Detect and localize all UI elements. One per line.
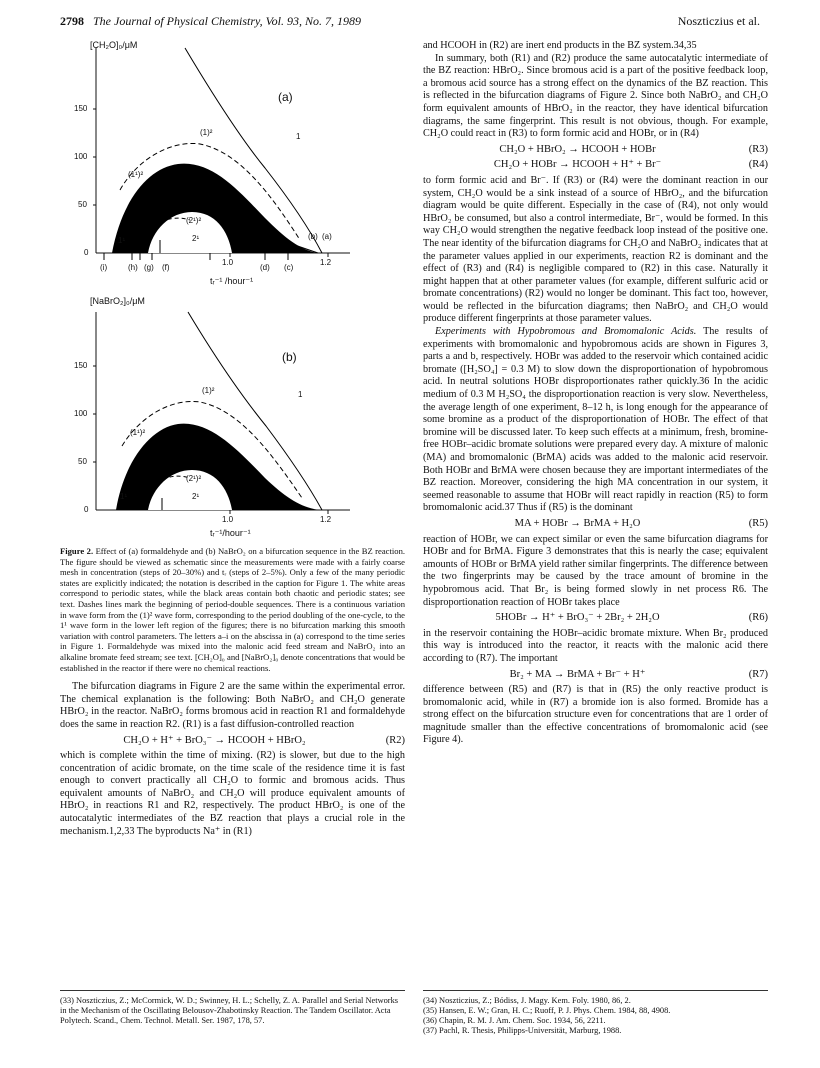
panel-a-letter-b: (b) bbox=[308, 232, 318, 241]
footnotes-right bbox=[423, 996, 768, 1036]
equation-r4-expression: CH₂O + HOBr → HCOOH + H⁺ + Br⁻ bbox=[493, 159, 662, 171]
panel-a-letter-a: (a) bbox=[322, 232, 332, 241]
left-paragraph-2: which is complete within the time of mixing. (R2) is slower, but due to the high concentration of acidic bromate, on the time scale of the residence time it is fast enough to convert practically all CH₂O to formic and bromous acids. Thus equivalent amounts of NaBrO₂ and CH₂O will produce equivalent amounts of HBrO₂ in reactions R1 and R2, respectively. The product HBrO₂ is one of the autocatalytic intermediates of the BZ reaction that plays a crucial role in the mechanism.1,2,33 The byproducts Na⁺ in (R1) bbox=[60, 750, 405, 837]
footnote-35: (35) Hansen, E. W.; Gran, H. C.; Ruoff, P. J. Phys. Chem. 1984, 88, 4908. bbox=[423, 1006, 671, 1015]
footnote-34: (34) Noszticzius, Z.; Bódiss, J. Magy. Kem. Foly. 1980, 86, 2. bbox=[423, 996, 631, 1005]
panel-a-ytick-100: 100 bbox=[74, 152, 88, 161]
footnote-rule-right bbox=[423, 990, 768, 991]
footnote-33: (33) Noszticzius, Z.; McCormick, W. D.; Swinney, H. L.; Schelly, Z. A. Parallel and Serial Networks in the Mechanism of the Oscillating Belousov-Zhabotinsky Reaction. The Tandem Oscillator. Acta Polytech. Scand., Chem. Technol. Metall. Ser. 1987, 178, 57. bbox=[60, 996, 399, 1025]
panel-a-plot bbox=[60, 40, 405, 290]
equation-r5-number: (R5) bbox=[748, 517, 768, 529]
section-heading-hypobromous: Experiments with Hypobromous and Bromomalonic Acids. bbox=[435, 326, 697, 338]
panel-b-ytick-50: 50 bbox=[78, 457, 87, 466]
footnote-37: (37) Pachl, R. Thesis, Philipps-Universität, Marburg, 1988. bbox=[423, 1026, 622, 1035]
panel-a-letter-i: (i) bbox=[100, 263, 108, 272]
page-number: 2798 bbox=[60, 14, 84, 28]
caption-label: Figure 2. bbox=[60, 546, 94, 556]
panel-a-ylabel: [CH₂O]₀/μM bbox=[90, 40, 138, 50]
panel-a-region-1: 1 bbox=[296, 132, 301, 141]
footnote-36: (36) Chapin, R. M. J. Am. Chem. Soc. 1934, 56, 2211. bbox=[423, 1016, 606, 1025]
panel-b-xtick-1.2: 1.2 bbox=[320, 515, 332, 524]
equation-r4-number: (R4) bbox=[748, 159, 768, 171]
running-header-authors: Noszticzius et al. bbox=[677, 14, 760, 28]
panel-a-region-2-1sq: (2¹)² bbox=[186, 216, 202, 225]
footnotes-left bbox=[60, 996, 405, 1026]
equation-r3-number: (R3) bbox=[748, 143, 768, 155]
panel-b-ytick-100: 100 bbox=[74, 409, 88, 418]
panel-b-xlabel: tᵣ⁻¹/hour⁻¹ bbox=[210, 528, 251, 538]
right-paragraph-3: to form formic acid and Br⁻. If (R3) or (R4) were the dominant reaction in our system, CH₂O would be a sink instead of a source of HBrO₂, and the bifurcation diagram would be quite different. Especially in the case of (R4), not only would HBrO₂ be consumed, but also a control intermediate, Br⁻, would be formed. In this way CH₂O would strengthen the negative feedback loop instead of the positive one. The near identity of the bifurcation diagrams for CH₂O and NaBrO₂ indicates that at the parameter values applied in our experiments, reaction R2 is dominant and the effect of (R3) and (R4) is negligible compared to (R2) in this case. Naturally it might happen that at other parameter values (for example, different sulfuric acid or bromate concentrations) (R2) would no longer be dominant. This fact too, however, would be reflected in the bifurcation diagrams; then NaBrO₂ and CH₂O would produce different fingerprints at those parameter values. bbox=[423, 174, 768, 325]
panel-a-letter-c: (c) bbox=[284, 263, 294, 272]
running-header-left bbox=[60, 14, 361, 29]
panel-a-letter-h: (h) bbox=[128, 263, 138, 272]
panel-b-region-1sq: (1)² bbox=[202, 386, 215, 395]
panel-a-ytick-150: 150 bbox=[74, 104, 88, 113]
equation-r6 bbox=[423, 612, 768, 625]
panel-a-letter-g: (g) bbox=[144, 263, 154, 272]
left-column bbox=[60, 40, 405, 838]
panel-b-label: (b) bbox=[282, 350, 297, 364]
equation-r2 bbox=[60, 735, 405, 748]
right-paragraph-5: reaction of HOBr, we can expect similar or even the same bifurcation diagrams for HOBr and for BrMA. Figure 3 demonstrates that this is nearly the case; equivalent amounts of HOBr or BrMA yield rather similar fingerprints. The difference between the two fingerprints may be caused by the trace amount of bromine in the hypobromous acid. That Br₂ is being formed slowly in net process R6. The disproportionation reaction of HOBr takes place bbox=[423, 533, 768, 608]
panel-a-xtick-1.2: 1.2 bbox=[320, 258, 332, 267]
equation-r3-expression: CH₂O + HBrO₂ → HCOOH + HOBr bbox=[499, 143, 656, 155]
panel-a-letter-e: (e) bbox=[206, 238, 216, 247]
panel-b-region-2-1: 2¹ bbox=[192, 492, 200, 501]
panel-a-region-1-1: 1¹ bbox=[118, 236, 126, 245]
panel-b-ylabel: [NaBrO₂]₀/μM bbox=[90, 296, 145, 306]
footnote-rule-left bbox=[60, 990, 405, 991]
figure-panel-a bbox=[60, 40, 405, 290]
panel-a-ytick-50: 50 bbox=[78, 200, 87, 209]
equation-r5-expression: MA + HOBr → BrMA + H₂O bbox=[514, 517, 641, 529]
panel-a-xtick-1.0: 1.0 bbox=[222, 258, 234, 267]
panel-b-ytick-0: 0 bbox=[84, 505, 89, 514]
right-paragraph-1: and HCOOH in (R2) are inert end products in the BZ system.34,35 bbox=[423, 40, 697, 51]
panel-a-region-2-1: 2¹ bbox=[192, 234, 200, 243]
equation-r2-number: (R2) bbox=[385, 734, 405, 746]
caption-text: Effect of (a) formaldehyde and (b) NaBrO₂ on a bifurcation sequence in the BZ reaction. The figure should be viewed as schematic since the measurements were made with a fairly coarse mesh in concentration (steps of 20–30%) and tᵣ (steps of 2–5%). Only a few of the many periodic states are explicitly indicated; the notation is described in the caption for Figure 1. The white areas correspond to periodic states, while the black areas contain both chaotic and periodic states; see text. Dashes lines mark the beginning of period-double sequences. There is a continuous variation in wave form from the (1)² wave form, corresponding to the period doubling of the one-cycle, to the 1¹ wave form in the lower left region of the figures; there is no bifurcation marking this smooth variation with control parameters. The letters a–i on the abscissa in (a) correspond to the time series in Figure 1. Formaldehyde was mixed into the malonic acid feed stream and NaBrO₂ into an alkaline bromate feed stream; see text. [CH₂O]₀ and [NaBrO₂]₀ denote concentrations that would be established in the reactor if there were no chemical reactions. bbox=[60, 546, 406, 673]
panel-a-letter-f: (f) bbox=[162, 263, 170, 272]
right-paragraph-6: in the reservoir containing the HOBr–acidic bromate mixture. When Br₂ produced this way is introduced into the reactor, it reacts with the malonic acid there according to (R7). The important bbox=[423, 627, 768, 664]
panel-a-label: (a) bbox=[278, 90, 293, 104]
equation-r7-number: (R7) bbox=[748, 668, 768, 680]
panel-a-ytick-0: 0 bbox=[84, 248, 89, 257]
panel-a-region-1-1sq: (1¹)² bbox=[128, 170, 144, 179]
equation-r6-expression: 5HOBr → H⁺ + BrO₃⁻ + 2Br₂ + 2H₂O bbox=[495, 612, 660, 624]
panel-b-plot bbox=[60, 294, 405, 544]
equation-r4 bbox=[423, 159, 768, 172]
panel-b-ytick-150: 150 bbox=[74, 361, 88, 370]
panel-a-letter-d: (d) bbox=[260, 263, 270, 272]
panel-b-region-1: 1 bbox=[298, 390, 303, 399]
right-paragraph-4-text: The results of experiments with bromomalonic and hypobromous acids are shown in Figures 3, parts a and b, respectively. HOBr was added to the reservoir which contained acidic bromate ([H₂SO₄] = 0.3 M) to slow down the disproportionation of hypobromous acid. In neutral solutions HOBr disproportionates rather quickly.36 In the acidic medium of 0.3 M H₂SO₄ the disproportionation reaction is very slow. Nevertheless, the average length of one experiment, 8–12 h, is long enough for the appearance of some bromine as a product of the disproportionation of HOBr. The effect of that bromine will be discussed later. To keep such effects at a minimum, fresh, bromine-free HOBr–acidic bromate solutions were prepared every day. A mixture of malonic (MA) and bromomalonic (BrMA) acids was added to the malonic acid reservoir. Both HOBr and BrMA were chosen because they are important intermediates of the BZ reaction. Moreover, considering the high MA concentration in our system, it seemed reasonable to assume that HOBr will react rapidly in reaction (R5) to form bromomalonic acid.37 Thus if (R5) is the dominant bbox=[423, 326, 768, 514]
figure-caption bbox=[60, 546, 405, 673]
panel-a-xlabel: tᵣ⁻¹ /hour⁻¹ bbox=[210, 276, 254, 286]
equation-r3 bbox=[423, 144, 768, 157]
left-paragraph-1: The bifurcation diagrams in Figure 2 are the same within the experimental error. The chemical explanation is the following: Both NaBrO₂ and CH₂O generate HBrO₂ in the reactor. NaBrO₂ forms bromous acid in reaction R1 and formaldehyde does the same in reaction R2. (R1) is a fast diffusion-controlled reaction bbox=[60, 681, 405, 730]
panel-a-region-1sq: (1)² bbox=[200, 128, 213, 137]
right-paragraph-2: In summary, both (R1) and (R2) produce the same autocatalytic intermediate of the BZ reaction: HBrO₂. Since bromous acid is a part of the positive feedback loop, a bromous acid source has a strong effect on the dynamics of the BZ reaction. This is reflected in the bifurcation diagrams of Figure 2. Since both NaBrO₂ and CH₂O form equivalent amounts of HBrO₂ in the reactor, they have identical bifurcation diagrams, the same fingerprint. This result is not obvious, though. For example, CH₂O could react in (R3) to form formic acid and HOBr, or in (R4) bbox=[423, 52, 768, 140]
panel-b-xtick-1.0: 1.0 bbox=[222, 515, 234, 524]
panel-b-region-2-1sq: (2¹)² bbox=[186, 474, 202, 483]
right-paragraph-4 bbox=[423, 326, 768, 515]
right-paragraph-7: difference between (R5) and (R7) is that in (R5) the only reactive product is bromomalonic acid, while in (R7) a bromide ion is also formed. Bromide has a strong effect on the bifurcation structure even for concentrations that are 1 order of magnitude smaller than the effective concentrations of bromomalonic acid (see Figure 4). bbox=[423, 684, 768, 746]
panel-b-region-1-1: 1¹ bbox=[120, 492, 128, 501]
equation-r7-expression: Br₂ + MA → BrMA + Br⁻ + H⁺ bbox=[509, 668, 646, 680]
right-column bbox=[423, 40, 768, 747]
left-body-text bbox=[60, 681, 405, 838]
panel-b-region-1-1sq: (1¹)² bbox=[130, 428, 146, 437]
equation-r5 bbox=[423, 518, 768, 531]
equation-r6-number: (R6) bbox=[748, 612, 768, 624]
equation-r7 bbox=[423, 669, 768, 682]
journal-citation: The Journal of Physical Chemistry, Vol. 93, No. 7, 1989 bbox=[93, 14, 361, 28]
equation-r2-expression: CH₂O + H⁺ + BrO₃⁻ → HCOOH + HBrO₂ bbox=[123, 734, 306, 746]
figure-panel-b bbox=[60, 294, 405, 544]
